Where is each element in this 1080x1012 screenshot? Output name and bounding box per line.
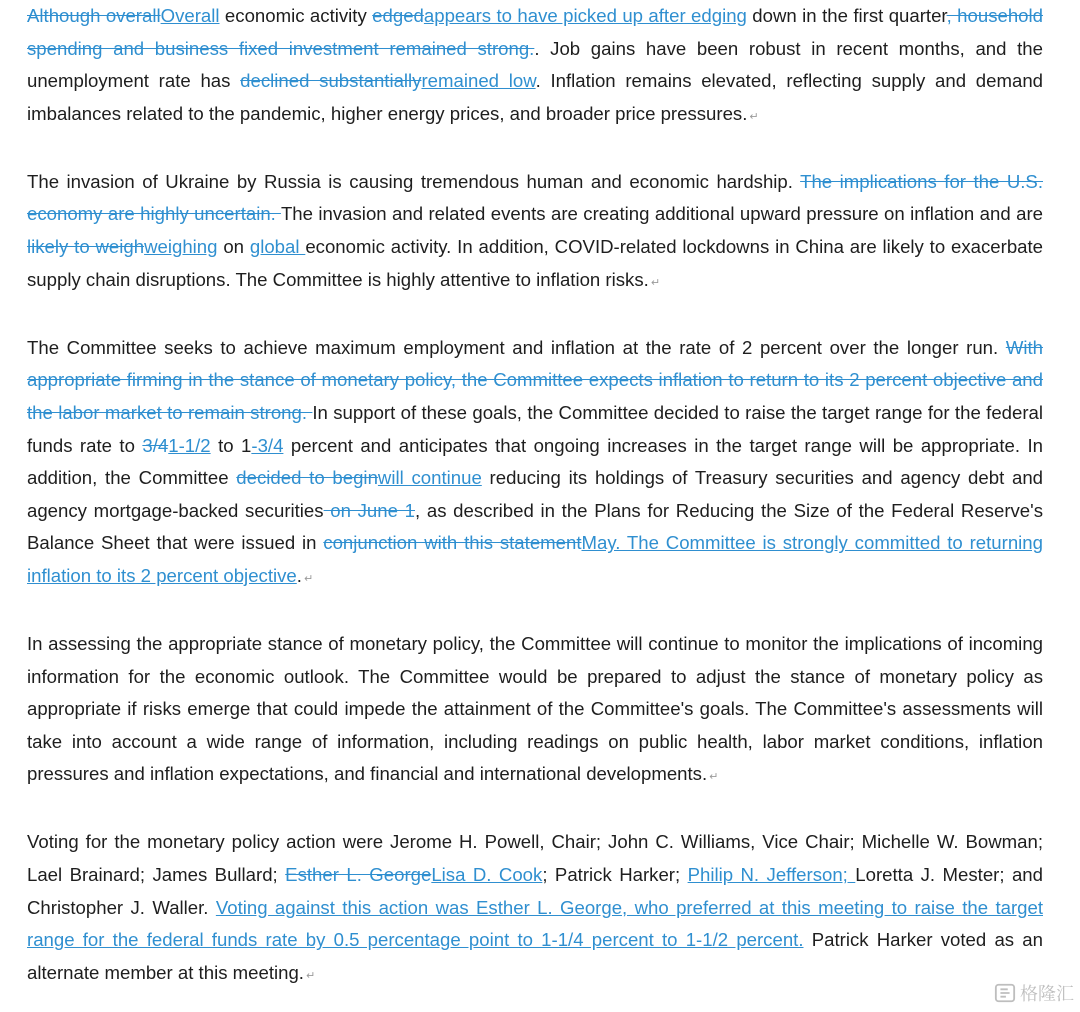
body-text: Voting for the monetary policy action were Jerome H. Powell, Chair; John C. Williams, Vice Chair; Michelle W. Bowman; Lael Brainard; James Bullard; <box>27 831 1043 886</box>
deleted-text: conjunction with this statement <box>323 532 582 554</box>
deleted-text: likely to weigh <box>27 236 145 258</box>
inserted-text: global <box>249 236 306 258</box>
body-text: The invasion of Ukraine by Russia is causing tremendous human and economic hardship. <box>27 170 801 192</box>
inserted-text: will continue <box>377 467 482 489</box>
body-text: economic activity. In addition, COVID-related lockdowns in China are likely to exacerbate supply chain disruptions. The Committee is highly attentive to inflation risks. <box>27 236 1044 290</box>
body-text: . <box>296 564 302 586</box>
deleted-text: Although overall <box>27 5 161 26</box>
watermark <box>994 980 1074 1006</box>
inserted-text: Overall <box>160 5 220 26</box>
body-text: In support of these goals, the Committee decided to raise the target range for the federal funds rate to <box>27 401 1044 456</box>
inserted-text: remained low <box>421 70 536 92</box>
body-text: , as described in the Plans for Reducing the Size of the Federal Reserve's Balance Sheet that were issued in <box>27 499 1043 554</box>
body-text: percent and anticipates that ongoing increases in the target range will be appropriate. In addition, the Committee <box>27 434 1044 489</box>
paragraph-4[interactable] <box>27 628 1043 794</box>
deleted-text: declined substantially <box>240 70 422 92</box>
body-text: ; Patrick Harker; <box>542 864 688 886</box>
paragraph-1[interactable] <box>27 0 1043 133</box>
deleted-text: edged <box>372 5 424 26</box>
body-text: economic activity <box>219 5 373 26</box>
paragraph-mark-icon: ↵ <box>305 969 316 982</box>
paragraph-mark-icon: ↵ <box>303 572 314 585</box>
inserted-text: appears to have picked up after edging <box>423 5 747 26</box>
watermark-text: 格隆汇 <box>1020 984 1074 1005</box>
body-text: Loretta J. Mester; and Christopher J. Waller. <box>27 864 1043 918</box>
deleted-text: decided to begin <box>236 467 378 489</box>
body-text: Patrick Harker voted as an alternate member at this meeting. <box>27 929 1043 983</box>
deleted-text: Esther L. George <box>285 864 432 886</box>
inserted-text: May. The Committee is strongly committed to returning inflation to its 2 percent objective <box>27 532 1043 586</box>
gelonghui-logo-icon <box>994 982 1016 1004</box>
inserted-text: -3/4 <box>251 434 284 456</box>
body-text: on <box>217 236 250 258</box>
body-text: down in the first quarter <box>746 5 947 26</box>
body-text: to 1 <box>210 434 252 456</box>
deleted-text: The implications for the U.S. economy are highly uncertain. <box>27 170 1043 225</box>
body-text: The Committee seeks to achieve maximum employment and inflation at the rate of 2 percent over the longer run. <box>27 336 1006 358</box>
body-text: reducing its holdings of Treasury securities and agency debt and agency mortgage-backed securities <box>27 467 1044 521</box>
inserted-text: Lisa D. Cook <box>431 864 543 886</box>
document-body <box>27 0 1043 992</box>
deleted-text: on June 1 <box>323 499 415 521</box>
inserted-text: Philip N. Jefferson; <box>687 864 856 886</box>
body-text: The invasion and related events are creating additional upward pressure on inflation and are <box>280 203 1044 225</box>
deleted-text: With appropriate firming in the stance of monetary policy, the Committee expects inflation to return to its 2 percent objective and the labor market to remain strong. <box>27 336 1043 423</box>
inserted-text: weighing <box>144 236 218 258</box>
inserted-text: 1-1/2 <box>168 434 211 456</box>
paragraph-2[interactable] <box>27 166 1043 299</box>
deleted-text: , household spending and business fixed investment remained strong. <box>27 5 1043 59</box>
body-text: . Inflation remains elevated, reflecting supply and demand imbalances related to the pandemic, higher energy prices, and broader price pressures. <box>27 70 1043 124</box>
body-text: In assessing the appropriate stance of monetary policy, the Committee will continue to monitor the implications of incoming information for the economic outlook. The Committee would be prepared to adjust the stance of monetary policy as appropriate if risks emerge that could impede the attainment of the Committee's goals. The Committee's assessments will take into account a wide range of information, including readings on public health, labor market conditions, inflation pressures and inflation expectations, and financial and international developments. <box>27 633 1043 785</box>
inserted-text: Voting against this action was Esther L. George, who preferred at this meeting to raise the target range for the federal funds rate by 0.5 percentage point to 1-1/4 percent to 1-1/2 percent. <box>27 896 1043 951</box>
deleted-text: 3/4 <box>142 434 169 456</box>
paragraph-mark-icon: ↵ <box>749 110 759 123</box>
paragraph-5[interactable] <box>27 826 1043 992</box>
paragraph-3[interactable] <box>27 332 1043 596</box>
paragraph-mark-icon: ↵ <box>650 276 661 289</box>
paragraph-mark-icon: ↵ <box>709 771 719 784</box>
body-text: . Job gains have been robust in recent months, and the unemployment rate has <box>27 37 1043 92</box>
